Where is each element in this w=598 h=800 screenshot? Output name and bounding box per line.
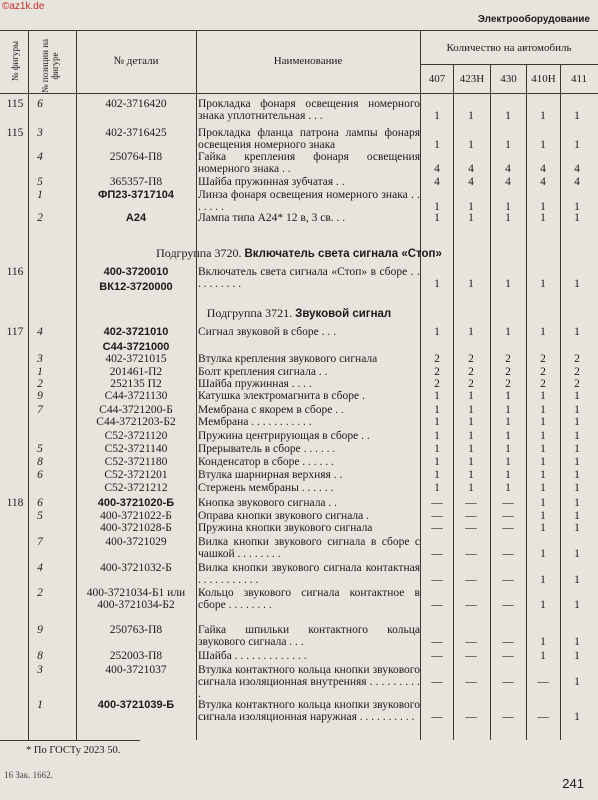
row-fig-number: 115 (6, 127, 24, 139)
row-qty-407: — (431, 636, 443, 648)
row-qty-423Н: 1 (468, 430, 474, 442)
row-qty-430: — (502, 510, 514, 522)
row-item-name: Шайба пружинная . . . . (198, 378, 312, 390)
row-position: 6 (37, 469, 43, 481)
row-item-name: Втулка контактного кольца кнопки звукового сигнала изоляционная наружная . . . . . . . . . . (198, 699, 420, 723)
row-qty-407: 1 (434, 456, 440, 468)
row-qty-430: — (502, 711, 514, 723)
row-item-name: Включатель света сигнала «Стоп» в сборе . . . . . . . . . . (198, 266, 420, 290)
row-qty-410Н: 1 (540, 636, 546, 648)
row-qty-411: 1 (574, 636, 580, 648)
qty-header-rule (420, 64, 598, 65)
row-part-number: С52-3721180 (104, 456, 168, 468)
header-qty: Количество на автомобиль (446, 42, 572, 54)
subgroup-3720: Подгруппа 3720. Включатель света сигнала «Стоп» (156, 246, 442, 260)
row-fig-number: 115 (6, 98, 24, 110)
row-qty-430: — (502, 497, 514, 509)
row-item-name: Лампа типа А24* 12 в, 3 св. . . (198, 212, 346, 224)
row-qty-430: — (502, 650, 514, 662)
row-part-number: С44-3721200-Б (99, 404, 173, 416)
row-qty-407: 1 (434, 443, 440, 455)
row-item-name: Кольцо звукового сигнала контактное в сборе . . . . . . . . (198, 587, 420, 611)
model-423n: 423Н (459, 73, 485, 85)
row-item-name: Вилка кнопки звукового сигнала контактная . . . . . . . . . . . (198, 562, 420, 586)
row-qty-423Н: 1 (468, 443, 474, 455)
row-position: 8 (37, 456, 43, 468)
row-position: 2 (37, 212, 43, 224)
row-qty-430: 2 (505, 378, 511, 390)
row-item-name: Прерыватель в сборе . . . . . . (198, 443, 336, 455)
row-position: 3 (37, 127, 43, 139)
row-qty-411: 2 (574, 366, 580, 378)
row-qty-430: 4 (505, 163, 511, 175)
row-part-number: С52-3721120 (104, 430, 168, 442)
row-item-name: Кнопка звукового сигнала . . (198, 497, 338, 509)
row-qty-410Н: 1 (540, 390, 546, 402)
row-qty-410Н: 1 (540, 650, 546, 662)
col-divider-part (196, 30, 197, 740)
table-top-rule (0, 30, 598, 31)
row-part-number: 400-3721020-Б (97, 497, 175, 509)
row-qty-411: 1 (574, 469, 580, 481)
row-qty-411: 1 (574, 326, 580, 338)
row-qty-407: 1 (434, 404, 440, 416)
row-qty-423Н: 1 (468, 416, 474, 428)
row-item-name: Втулка крепления звукового сигнала (198, 353, 378, 365)
row-part-number: 402-3721015 (105, 353, 167, 365)
row-qty-411: 1 (574, 278, 580, 290)
row-qty-430: 1 (505, 482, 511, 494)
row-item-name: Катушка электромагнита в сборе . (198, 390, 365, 402)
row-part-number: 402-3716425 (105, 127, 167, 139)
row-qty-410Н: 1 (540, 201, 546, 213)
row-qty-430: 1 (505, 390, 511, 402)
row-position: 8 (37, 650, 43, 662)
row-qty-407: 1 (434, 469, 440, 481)
row-part-number: С52-3721140 (104, 443, 168, 455)
row-qty-423Н: 1 (468, 390, 474, 402)
row-qty-407: 4 (434, 176, 440, 188)
row-qty-423Н: 1 (468, 110, 474, 122)
row-qty-430: 1 (505, 201, 511, 213)
row-position: 7 (37, 536, 43, 548)
row-position: 1 (37, 189, 43, 201)
row-qty-411: 1 (574, 390, 580, 402)
row-qty-407: 1 (434, 212, 440, 224)
row-qty-410Н: 1 (540, 482, 546, 494)
row-qty-423Н: — (465, 497, 477, 509)
row-qty-407: 1 (434, 482, 440, 494)
row-part-number: 400-3721028-Б (100, 522, 172, 534)
row-qty-430: 1 (505, 139, 511, 151)
row-qty-410Н: 1 (540, 548, 546, 560)
header-name: Наименование (273, 55, 343, 67)
row-position: 4 (37, 562, 43, 574)
header-part: № детали (113, 55, 159, 67)
row-qty-410Н: 2 (540, 378, 546, 390)
row-qty-407: — (431, 676, 443, 688)
model-410n: 410Н (531, 73, 556, 85)
row-item-name: Сигнал звуковой в сборе . . . (198, 326, 336, 338)
row-item-name: Линза фонаря освещения номерного знака . . . . . . . (198, 189, 420, 213)
row-part-number: 402-3721010 (103, 326, 169, 338)
row-part-number: 250763-П8 (109, 624, 163, 636)
row-part-number: ФП23-3717104 (97, 189, 175, 201)
row-qty-423Н: 1 (468, 278, 474, 290)
row-item-name: Шайба пружинная зубчатая . . (198, 176, 345, 188)
row-qty-423Н: — (465, 711, 477, 723)
row-position: 1 (37, 366, 43, 378)
row-part-number: ВК12-3720000 (99, 281, 173, 293)
row-qty-410Н: 1 (540, 326, 546, 338)
row-qty-423Н: 1 (468, 326, 474, 338)
row-qty-411: 1 (574, 443, 580, 455)
row-qty-411: 1 (574, 430, 580, 442)
row-qty-411: 1 (574, 201, 580, 213)
row-position: 9 (37, 624, 43, 636)
row-item-name: Оправа кнопки звукового сигнала . (198, 510, 370, 522)
row-part-number: 252003-П8 (109, 650, 163, 662)
row-qty-423Н: — (465, 522, 477, 534)
row-qty-411: 2 (574, 378, 580, 390)
row-qty-430: 1 (505, 443, 511, 455)
row-position: 9 (37, 390, 43, 402)
model-411: 411 (570, 73, 588, 85)
row-qty-410Н: 1 (540, 469, 546, 481)
col-divider-fig (28, 30, 29, 740)
row-qty-411: 1 (574, 599, 580, 611)
row-item-name: Втулка шарнирная верхняя . . (198, 469, 343, 481)
row-qty-411: 4 (574, 163, 580, 175)
row-qty-423Н: 1 (468, 469, 474, 481)
row-fig-number: 117 (6, 326, 24, 338)
row-qty-410Н: 1 (540, 599, 546, 611)
row-position: 1 (37, 699, 43, 711)
row-qty-407: 1 (434, 326, 440, 338)
row-part-number: 400-3721022-Б (100, 510, 172, 522)
row-qty-407: 1 (434, 430, 440, 442)
row-item-name: Вилка кнопки звукового сигнала в сборе с чашкой . . . . . . . . (198, 536, 420, 560)
row-qty-410Н: — (537, 676, 549, 688)
row-qty-430: 1 (505, 212, 511, 224)
row-qty-411: 1 (574, 110, 580, 122)
row-qty-430: 1 (505, 430, 511, 442)
row-qty-423Н: — (465, 636, 477, 648)
row-qty-407: — (431, 497, 443, 509)
row-qty-423Н: 1 (468, 212, 474, 224)
page-number: 241 (562, 776, 584, 791)
subgroup-3721: Подгруппа 3721. Звуковой сигнал (206, 306, 392, 320)
row-qty-411: 1 (574, 711, 580, 723)
row-part-number: С44-3721130 (104, 390, 168, 402)
section-title: Электрооборудование (477, 14, 590, 25)
row-fig-number: 116 (6, 266, 24, 278)
row-qty-411: 1 (574, 416, 580, 428)
row-qty-407: — (431, 711, 443, 723)
row-item-name: Болт крепления сигнала . . (198, 366, 328, 378)
row-position: 5 (37, 510, 43, 522)
row-qty-430: 4 (505, 176, 511, 188)
row-position: 6 (37, 497, 43, 509)
row-part-number: 365357-П8 (109, 176, 163, 188)
row-position: 2 (37, 587, 43, 599)
row-item-name: Мембрана с якорем в сборе . . (198, 404, 344, 416)
row-item-name: Пружина кнопки звукового сигнала (198, 522, 373, 534)
row-position: 7 (37, 404, 43, 416)
row-qty-411: 1 (574, 650, 580, 662)
row-qty-423Н: — (465, 510, 477, 522)
row-qty-423Н: — (465, 599, 477, 611)
row-item-name: Втулка контактного кольца кнопки звукового сигнала изоляционная внутренняя . . . . . . . . . . (198, 664, 420, 700)
row-position: 5 (37, 443, 43, 455)
row-qty-407: — (431, 574, 443, 586)
row-qty-407: 2 (434, 378, 440, 390)
row-item-name: Гайка шпильки контактного кольца звукового сигнала . . . (198, 624, 420, 648)
row-part-number: С52-3721201 (104, 469, 168, 481)
row-qty-411: 1 (574, 497, 580, 509)
row-qty-430: 1 (505, 456, 511, 468)
row-qty-410Н: 4 (540, 163, 546, 175)
row-qty-411: 1 (574, 404, 580, 416)
row-qty-410Н: 1 (540, 497, 546, 509)
row-part-number: 252135 П2 (110, 378, 162, 390)
row-qty-430: 1 (505, 110, 511, 122)
row-qty-407: — (431, 548, 443, 560)
row-qty-411: 1 (574, 548, 580, 560)
row-qty-423Н: 1 (468, 201, 474, 213)
row-position: 4 (37, 151, 43, 163)
row-position: 4 (37, 326, 43, 338)
row-qty-411: 1 (574, 482, 580, 494)
row-qty-430: 1 (505, 469, 511, 481)
row-position: 5 (37, 176, 43, 188)
row-position: 2 (37, 378, 43, 390)
row-qty-430: — (502, 636, 514, 648)
row-qty-410Н: 1 (540, 404, 546, 416)
row-qty-410Н: 2 (540, 366, 546, 378)
row-qty-423Н: — (465, 548, 477, 560)
row-qty-430: — (502, 676, 514, 688)
row-part-number: 201461-П2 (109, 366, 163, 378)
row-part-number: С52-3721212 (104, 482, 168, 494)
row-position: 3 (37, 353, 43, 365)
row-item-name: Стержень мембраны . . . . . . (198, 482, 334, 494)
row-qty-423Н: 4 (468, 163, 474, 175)
row-qty-410Н: 1 (540, 456, 546, 468)
row-qty-407: 1 (434, 201, 440, 213)
row-qty-430: — (502, 574, 514, 586)
row-qty-411: 1 (574, 676, 580, 688)
row-item-name: Пружина центрирующая в сборе . . (198, 430, 370, 442)
row-qty-407: 1 (434, 139, 440, 151)
row-qty-411: 1 (574, 212, 580, 224)
row-part-number: 250764-П8 (109, 151, 163, 163)
row-part-number: 400-3721037 (105, 664, 167, 676)
row-qty-423Н: — (465, 574, 477, 586)
row-item-name: Гайка крепления фонаря освещения номерного знака . . (198, 151, 420, 175)
row-qty-430: 1 (505, 326, 511, 338)
row-qty-423Н: 1 (468, 482, 474, 494)
row-fig-number: 118 (6, 497, 24, 509)
row-qty-411: 1 (574, 522, 580, 534)
row-qty-410Н: 1 (540, 443, 546, 455)
footnote-rule (0, 740, 140, 741)
row-qty-423Н: 1 (468, 404, 474, 416)
footnote: * По ГОСТу 2023 50. (26, 745, 121, 756)
row-qty-410Н: 1 (540, 212, 546, 224)
row-qty-411: 1 (574, 510, 580, 522)
row-part-number: 400-3721034-Б1 или 400-3721034-Б2 (86, 587, 186, 611)
row-qty-430: — (502, 522, 514, 534)
header-fig: № фигуры (10, 40, 20, 82)
row-qty-410Н: 1 (540, 430, 546, 442)
imprint: 16 Зак. 1662. (4, 770, 53, 780)
row-qty-407: — (431, 650, 443, 662)
row-part-number: 400-3720010 (103, 266, 169, 278)
col-divider-q4 (560, 64, 561, 740)
row-qty-423Н: 4 (468, 176, 474, 188)
row-item-name: Прокладка фланца патрона лампы фонаря освещения номерного знака (198, 127, 420, 151)
row-part-number: 402-3716420 (105, 98, 167, 110)
header-bottom-rule (0, 93, 598, 94)
row-qty-411: 1 (574, 139, 580, 151)
watermark: ©az1k.de (2, 1, 45, 12)
row-qty-430: — (502, 599, 514, 611)
row-qty-407: 1 (434, 278, 440, 290)
row-qty-410Н: 1 (540, 416, 546, 428)
row-item-name: Прокладка фонаря освещения номерного знака уплотнительная . . . (198, 98, 420, 122)
row-qty-410Н: 1 (540, 510, 546, 522)
row-qty-411: 1 (574, 574, 580, 586)
row-part-number: 400-3721032-Б (100, 562, 172, 574)
row-position: 6 (37, 98, 43, 110)
row-qty-423Н: 2 (468, 353, 474, 365)
row-qty-423Н: 2 (468, 378, 474, 390)
row-part-number: С44-3721203-Б2 (96, 416, 176, 428)
col-divider-q1 (453, 64, 454, 740)
row-qty-430: — (502, 548, 514, 560)
row-qty-430: 1 (505, 404, 511, 416)
row-qty-410Н: — (537, 711, 549, 723)
row-qty-407: 1 (434, 110, 440, 122)
header-pos: № позиции на фигуре (40, 38, 60, 94)
row-qty-407: 1 (434, 390, 440, 402)
row-qty-407: 4 (434, 163, 440, 175)
row-qty-423Н: — (465, 676, 477, 688)
row-qty-410Н: 1 (540, 574, 546, 586)
col-divider-q2 (490, 64, 491, 740)
row-item-name: Конденсатор в сборе . . . . . . (198, 456, 334, 468)
model-430: 430 (500, 73, 517, 85)
row-part-number: 400-3721029 (105, 536, 167, 548)
row-qty-423Н: 2 (468, 366, 474, 378)
row-qty-407: — (431, 522, 443, 534)
model-407: 407 (428, 73, 446, 85)
row-qty-423Н: — (465, 650, 477, 662)
row-qty-430: 1 (505, 278, 511, 290)
row-qty-411: 1 (574, 456, 580, 468)
row-qty-410Н: 1 (540, 139, 546, 151)
row-qty-410Н: 4 (540, 176, 546, 188)
row-qty-410Н: 1 (540, 110, 546, 122)
row-qty-410Н: 1 (540, 278, 546, 290)
row-part-number: А24 (125, 212, 147, 224)
row-qty-430: 2 (505, 353, 511, 365)
row-qty-430: 2 (505, 366, 511, 378)
row-qty-407: 2 (434, 353, 440, 365)
row-qty-407: — (431, 599, 443, 611)
row-qty-407: 1 (434, 416, 440, 428)
row-qty-423Н: 1 (468, 456, 474, 468)
row-qty-430: 1 (505, 416, 511, 428)
row-qty-407: 2 (434, 366, 440, 378)
row-item-name: Шайба . . . . . . . . . . . . . (198, 650, 307, 662)
row-qty-407: — (431, 510, 443, 522)
row-qty-410Н: 1 (540, 522, 546, 534)
row-qty-411: 2 (574, 353, 580, 365)
col-divider-name (420, 30, 421, 740)
row-qty-411: 4 (574, 176, 580, 188)
row-position: 3 (37, 664, 43, 676)
row-item-name: Мембрана . . . . . . . . . . . (198, 416, 312, 428)
col-divider-q3 (526, 64, 527, 740)
row-part-number: 400-3721039-Б (97, 699, 175, 711)
row-part-number: С44-3721000 (102, 341, 170, 353)
row-qty-423Н: 1 (468, 139, 474, 151)
row-qty-410Н: 2 (540, 353, 546, 365)
